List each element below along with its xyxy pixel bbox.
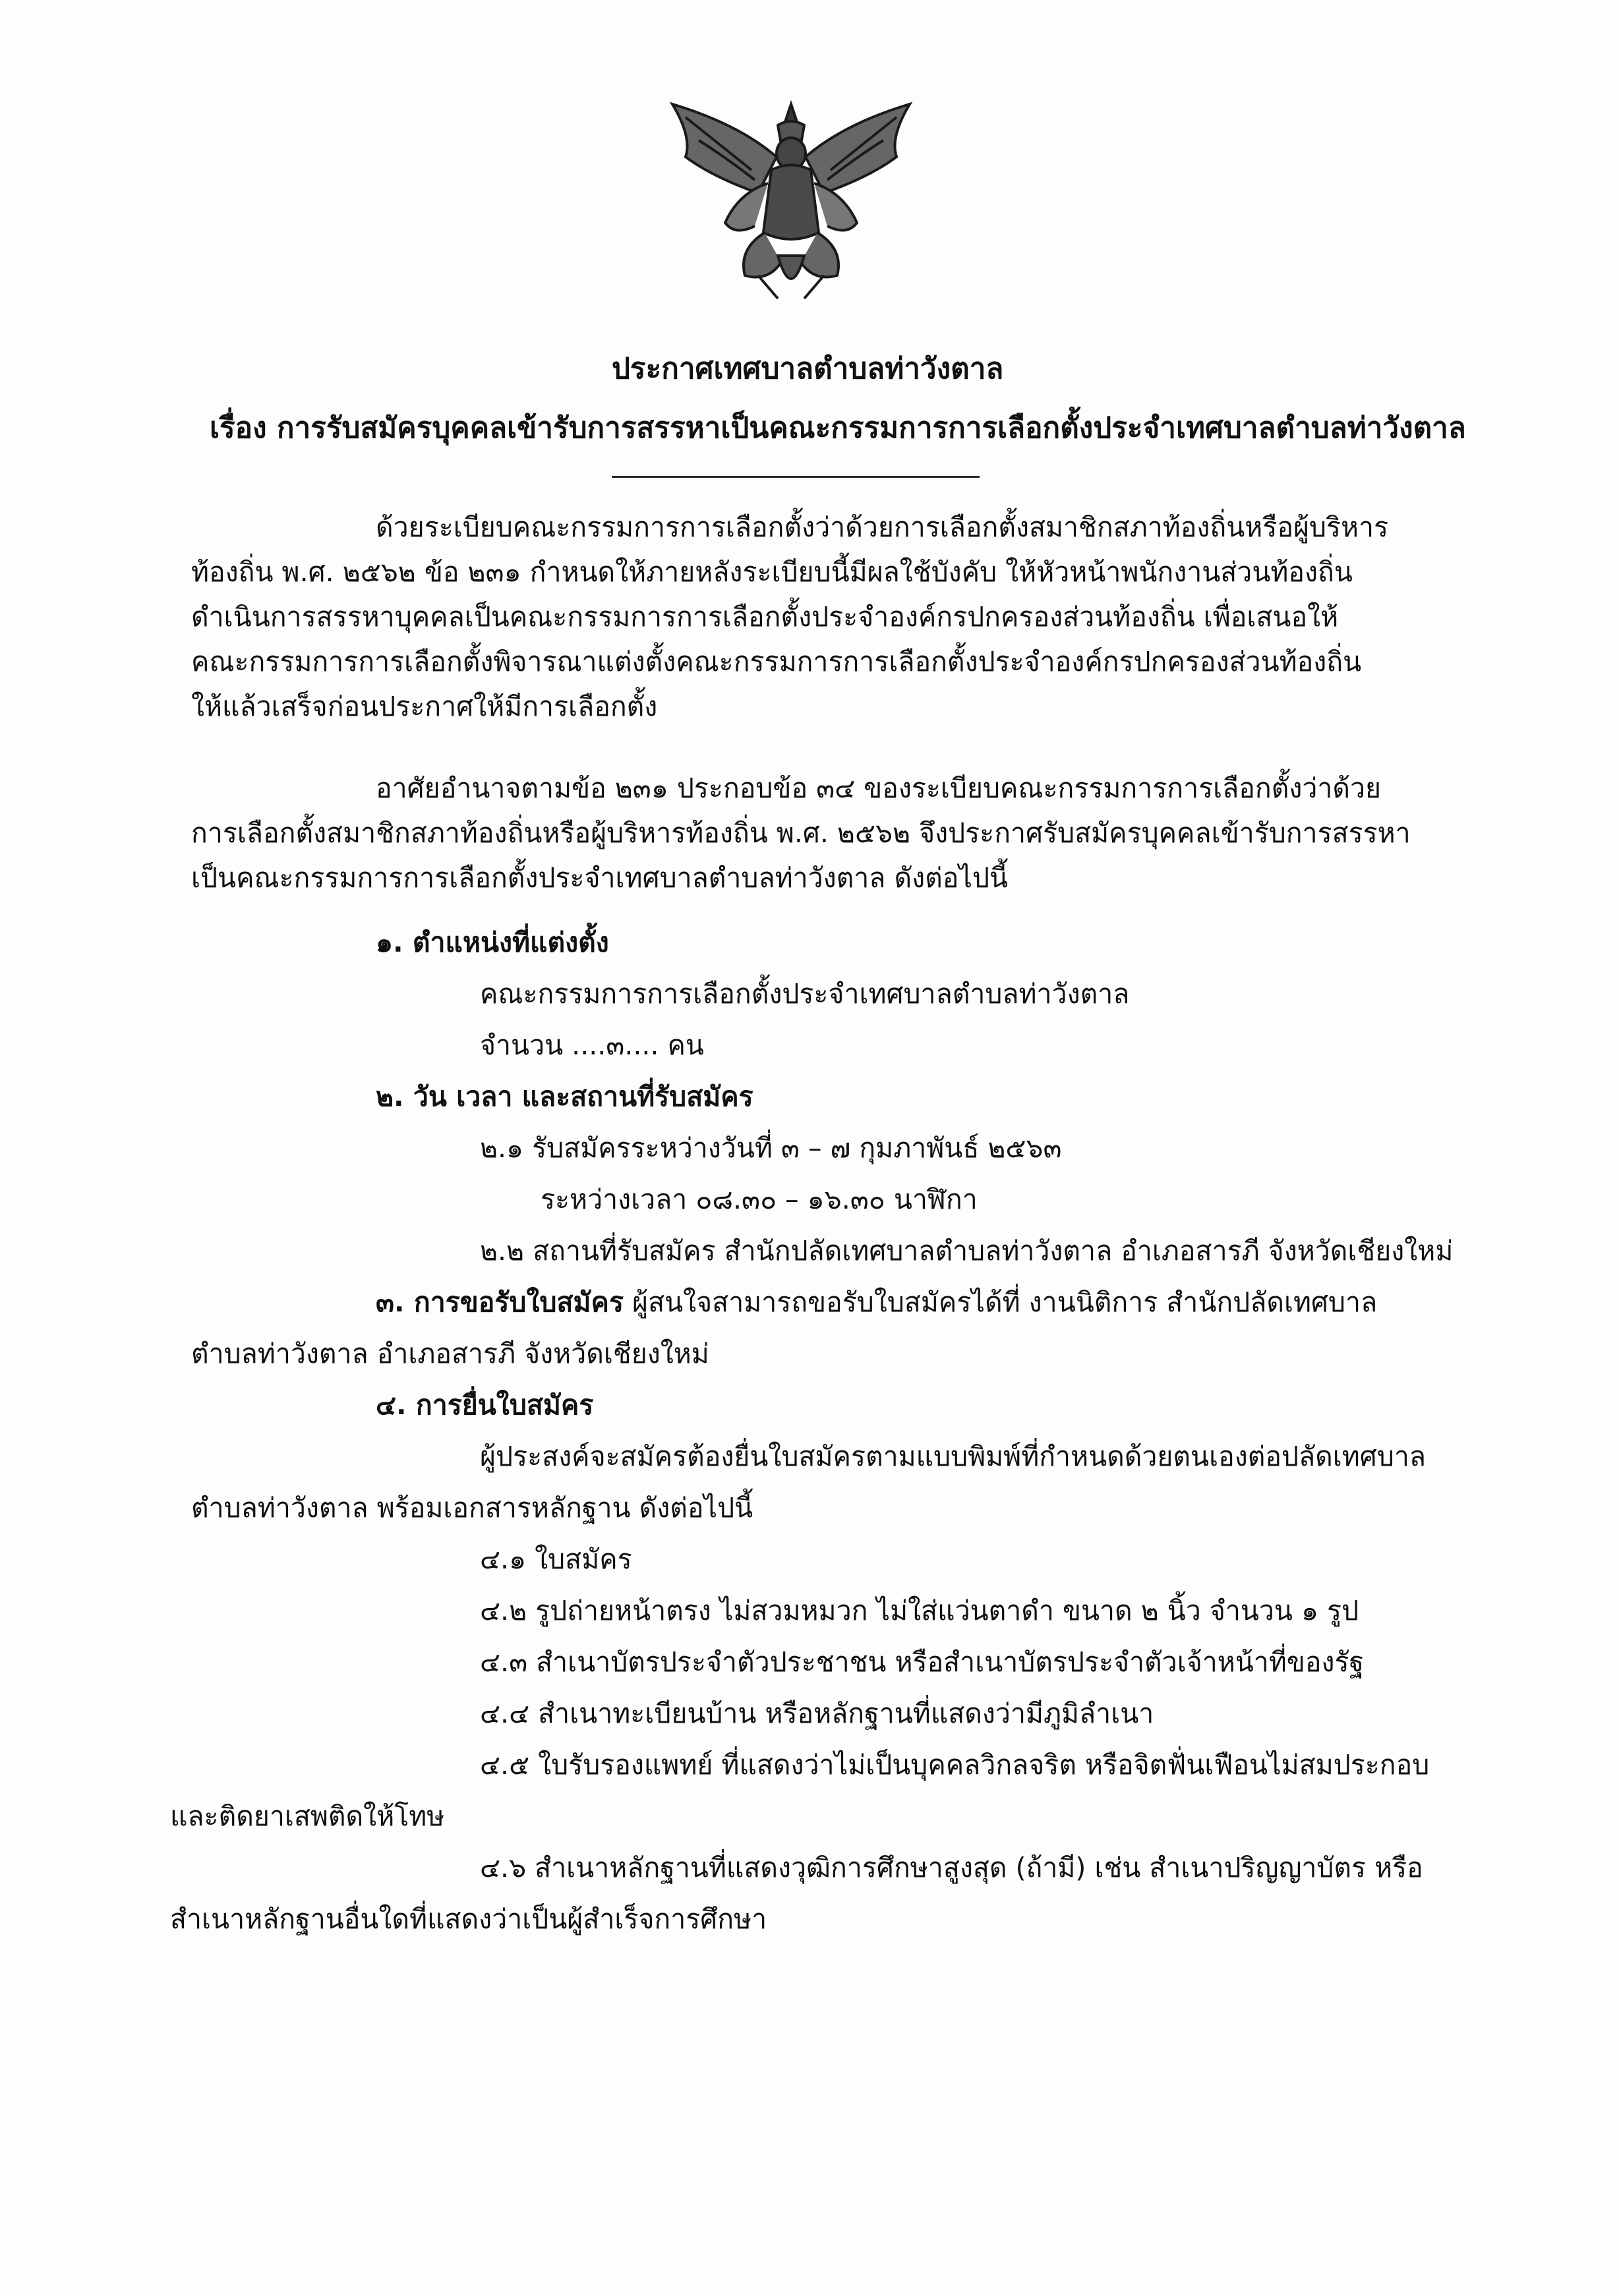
- section1-count: จำนวน ....๓.... คน: [480, 1029, 704, 1061]
- section4-item-45-line1: ๔.๕ ใบรับรองแพทย์ ที่แสดงว่าไม่เป็นบุคคลวิกลจริต หรือจิตฟั่นเฟือนไม่สมประกอบ: [480, 1749, 1430, 1781]
- section2-item-22: ๒.๒ สถานที่รับสมัคร สำนักปลัดเทศบาลตำบลท่าวังตาล อำเภอสารภี จังหวัดเชียงใหม่: [480, 1235, 1454, 1267]
- intro-p2-line3: เป็นคณะกรรมการการเลือกตั้งประจำเทศบาลตำบลท่าวังตาล ดังต่อไปนี้: [191, 862, 1009, 894]
- section4-intro-line2: ตำบลท่าวังตาล พร้อมเอกสารหลักฐาน ดังต่อไปนี้: [191, 1492, 753, 1524]
- intro-p1-line5: ให้แล้วเสร็จก่อนประกาศให้มีการเลือกตั้ง: [191, 691, 658, 722]
- document-title: ประกาศเทศบาลตำบลท่าวังตาล: [612, 352, 1004, 386]
- section1-position: คณะกรรมการการเลือกตั้งประจำเทศบาลตำบลท่าวังตาล: [480, 978, 1130, 1010]
- section2-item-21: ๒.๑ รับสมัครระหว่างวันที่ ๓ – ๗ กุมภาพันธ์ ๒๕๖๓: [480, 1132, 1062, 1164]
- intro-p1-line2: ท้องถิ่น พ.ศ. ๒๕๖๒ ข้อ ๒๓๑ กำหนดให้ภายหลังระเบียบนี้มีผลใช้บังคับ ให้หัวหน้าพนักงานส่วนท้องถิ่น: [191, 556, 1353, 588]
- section2-item-21-time: ระหว่างเวลา ๐๘.๓๐ – ๑๖.๓๐ นาฬิกา: [541, 1184, 978, 1215]
- intro-p2-line2: การเลือกตั้งสมาชิกสภาท้องถิ่นหรือผู้บริหารท้องถิ่น พ.ศ. ๒๕๖๒ จึงประกาศรับสมัครบุคคลเข้ารับการสรรหา: [191, 817, 1411, 849]
- section4-item-45-line2: และติดยาเสพติดให้โทษ: [170, 1800, 445, 1832]
- section4-intro-line1: ผู้ประสงค์จะสมัครต้องยื่นใบสมัครตามแบบพิมพ์ที่กำหนดด้วยตนเองต่อปลัดเทศบาล: [480, 1441, 1426, 1472]
- intro-p1-line1: ด้วยระเบียบคณะกรรมการการเลือกตั้งว่าด้วยการเลือกตั้งสมาชิกสภาท้องถิ่นหรือผู้บริหาร: [376, 511, 1389, 543]
- section4-item-43: ๔.๓ สำเนาบัตรประจำตัวประชาชน หรือสำเนาบัตรประจำตัวเจ้าหน้าที่ของรัฐ: [480, 1646, 1365, 1678]
- section1-heading: ๑. ตำแหน่งที่แต่งตั้ง: [376, 927, 609, 958]
- document-subject: เรื่อง การรับสมัครบุคคลเข้ารับการสรรหาเป็นคณะกรรมการการเลือกตั้งประจำเทศบาลตำบลท่าวังตาล: [210, 411, 1466, 445]
- section3-heading: ๓. การขอรับใบสมัคร: [376, 1286, 624, 1318]
- intro-p1-line4: คณะกรรมการการเลือกตั้งพิจารณาแต่งตั้งคณะกรรมการการเลือกตั้งประจำองค์กรปกครองส่วนท้องถิ่น: [191, 646, 1362, 677]
- section4-item-46-line2: สำเนาหลักฐานอื่นใดที่แสดงว่าเป็นผู้สำเร็จการศึกษา: [170, 1903, 767, 1935]
- section4-item-41: ๔.๑ ใบสมัคร: [480, 1543, 632, 1575]
- section2-heading: ๒. วัน เวลา และสถานที่รับสมัคร: [376, 1081, 753, 1112]
- section4-item-42: ๔.๒ รูปถ่ายหน้าตรง ไม่สวมหมวก ไม่ใส่แว่นตาดำ ขนาด ๒ นิ้ว จำนวน ๑ รูป: [480, 1595, 1359, 1626]
- intro-p1-line3: ดำเนินการสรรหาบุคคลเป็นคณะกรรมการการเลือกตั้งประจำองค์กรปกครองส่วนท้องถิ่น เพื่อเสนอให้: [191, 601, 1339, 633]
- section4-item-46-line1: ๔.๖ สำเนาหลักฐานที่แสดงวุฒิการศึกษาสูงสุด (ถ้ามี) เช่น สำเนาปริญญาบัตร หรือ: [480, 1852, 1423, 1883]
- section4-heading: ๔. การยื่นใบสมัคร: [376, 1389, 594, 1421]
- title-divider: [612, 476, 980, 478]
- section3-text-line2: ตำบลท่าวังตาล อำเภอสารภี จังหวัดเชียงใหม่: [191, 1338, 709, 1369]
- garuda-emblem-icon: [646, 78, 936, 308]
- section3-text-line1: ผู้สนใจสามารถขอรับใบสมัครได้ที่ งานนิติการ สำนักปลัดเทศบาล: [632, 1286, 1378, 1318]
- section4-item-44: ๔.๔ สำเนาทะเบียนบ้าน หรือหลักฐานที่แสดงว่ามีภูมิลำเนา: [480, 1698, 1154, 1729]
- intro-p2-line1: อาศัยอำนาจตามข้อ ๒๓๑ ประกอบข้อ ๓๔ ของระเบียบคณะกรรมการการเลือกตั้งว่าด้วย: [376, 772, 1382, 804]
